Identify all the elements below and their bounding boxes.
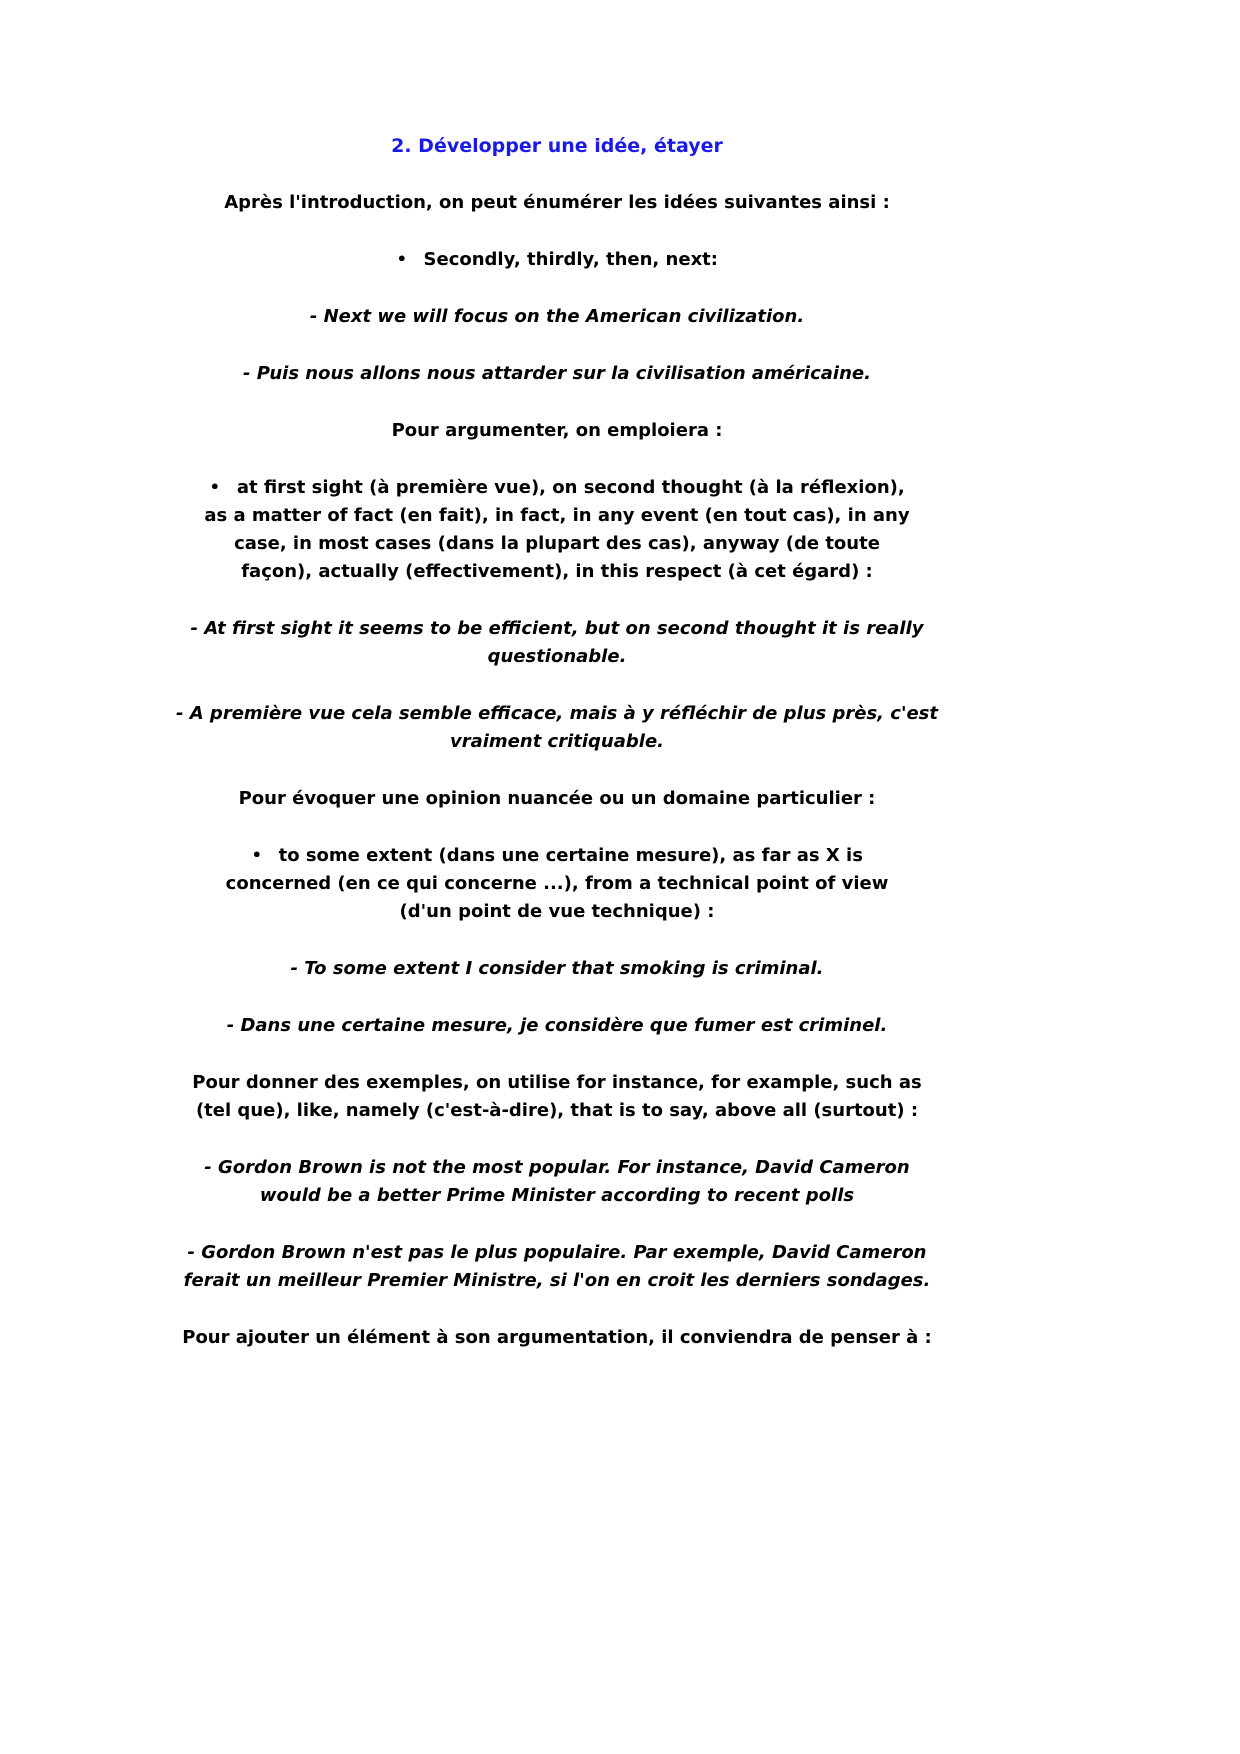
paragraph-add-element: Pour ajouter un élément à son argumentation, il conviendra de penser à : <box>182 1327 932 1348</box>
example-sentence-en: - To some extent I consider that smoking is criminal. <box>290 958 824 979</box>
bullet-icon: • <box>396 250 407 269</box>
example-sentence-fr: - A première vue cela semble efficace, mais à y réfléchir de plus près, c'est vraiment critiquable. <box>176 703 938 752</box>
bullet-item-text: Secondly, thirdly, then, next: <box>423 249 718 270</box>
example-sentence-fr: - Gordon Brown n'est pas le plus populaire. Par exemple, David Cameron ferait un meilleur Premier Ministre, si l'on en croit les derniers sondages. <box>183 1242 931 1291</box>
paragraph-nuanced-opinion: Pour évoquer une opinion nuancée ou un domaine particulier : <box>238 788 876 809</box>
example-sentence-fr: - Puis nous allons nous attarder sur la civilisation américaine. <box>243 363 871 384</box>
example-sentence-en: - At first sight it seems to be efficient, but on second thought it is really questionable. <box>190 618 924 667</box>
bullet-item-extent-phrases <box>172 842 942 926</box>
paragraph-intro: Après l'introduction, on peut énumérer les idées suivantes ainsi : <box>224 192 890 213</box>
bullet-item-text: to some extent (dans une certaine mesure), as far as X is concerned (en ce qui concerne ...), from a technical point of view (d'un point de vue technique) : <box>225 845 889 922</box>
bullet-icon: • <box>209 478 221 497</box>
section-heading: 2. Développer une idée, étayer <box>391 135 723 157</box>
bullet-item-text: at first sight (à première vue), on second thought (à la réflexion), as a matter of fact (en fait), in fact, in any event (en tout cas), in any case, in most cases (dans la plupart des cas), anyway (de toute façon), actually (effectivement), in this respect (à cet égard) : <box>204 477 910 582</box>
paragraph-examples: Pour donner des exemples, on utilise for instance, for example, such as (tel que), like, namely (c'est-à-dire), that is to say, above all (surtout) : <box>192 1072 922 1121</box>
bullet-icon: • <box>251 846 263 865</box>
example-sentence-en: - Next we will focus on the American civilization. <box>309 306 805 327</box>
example-sentence-fr: - Dans une certaine mesure, je considère que fumer est criminel. <box>226 1015 888 1036</box>
paragraph-argue: Pour argumenter, on emploiera : <box>391 420 723 441</box>
bullet-item-sequencers <box>172 246 942 274</box>
bullet-item-argue-phrases <box>172 474 942 586</box>
example-sentence-en: - Gordon Brown is not the most popular. For instance, David Cameron would be a better Prime Minister according to recent polls <box>204 1157 910 1206</box>
